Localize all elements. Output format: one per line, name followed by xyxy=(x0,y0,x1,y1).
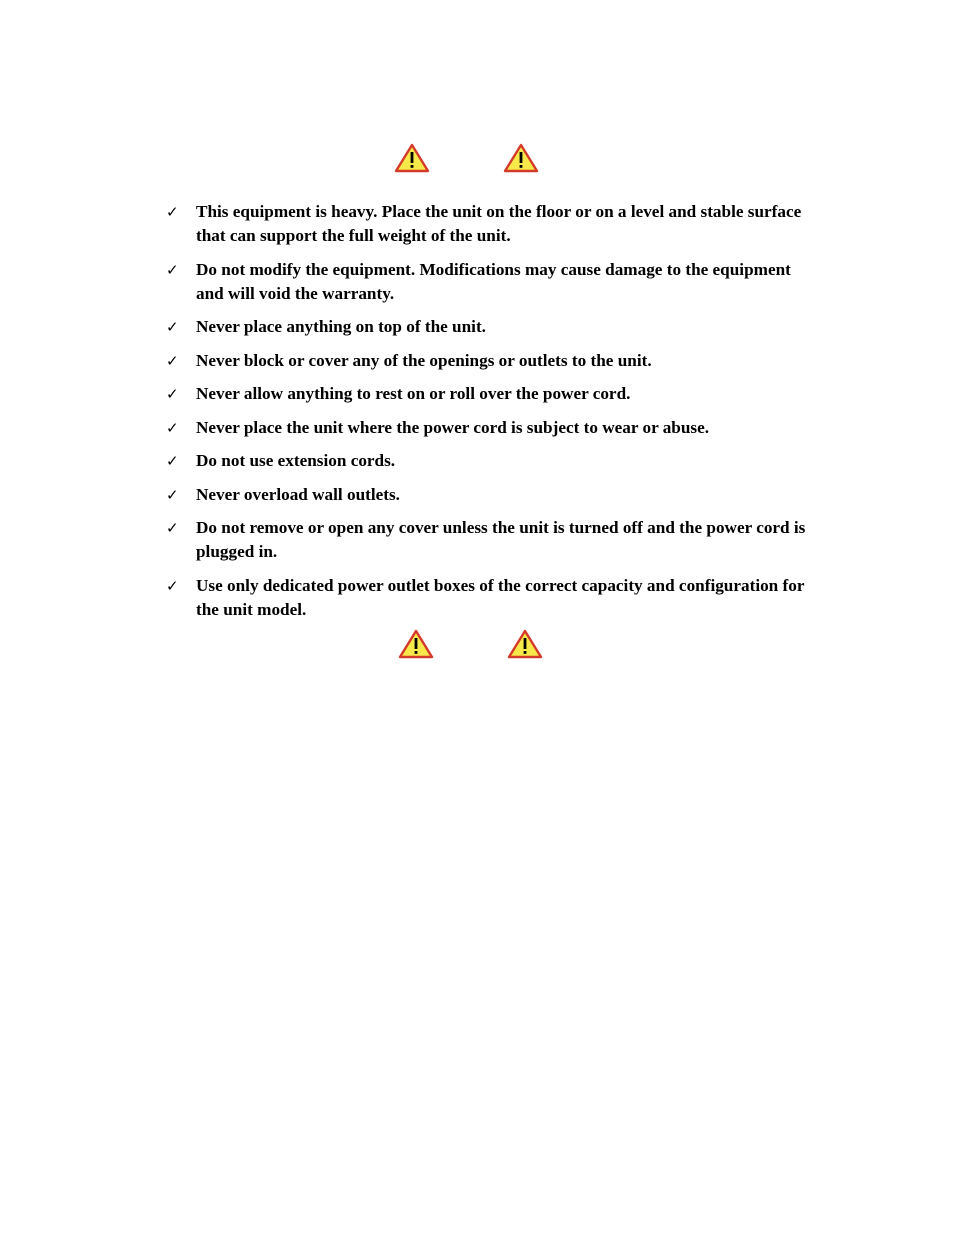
list-item xyxy=(166,516,816,564)
list-item xyxy=(166,416,816,440)
item-text: Never allow anything to rest on or roll over the power cord. xyxy=(196,384,631,403)
list-item xyxy=(166,258,816,306)
check-icon: ✓ xyxy=(166,519,179,537)
check-icon: ✓ xyxy=(166,203,179,221)
warning-triangle-icon xyxy=(503,143,539,173)
item-text: Never place anything on top of the unit. xyxy=(196,317,486,336)
item-text: Do not use extension cords. xyxy=(196,451,396,470)
check-icon: ✓ xyxy=(166,418,179,437)
item-text: Do not modify the equipment. Modifications may cause damage to the equipment and will void the warranty. xyxy=(196,259,791,303)
check-icon: ✓ xyxy=(166,385,179,403)
check-icon: ✓ xyxy=(166,576,179,595)
item-text: This equipment is heavy. Place the unit on the floor or on a level and stable surface that can support the full weight of the unit. xyxy=(196,202,802,245)
list-item xyxy=(166,574,816,622)
check-icon: ✓ xyxy=(166,260,179,279)
list-item xyxy=(166,315,816,339)
check-icon: ✓ xyxy=(166,318,179,336)
item-text: Use only dedicated power outlet boxes of the correct capacity and configuration for the unit model. xyxy=(196,575,805,619)
safety-checklist xyxy=(166,200,816,631)
check-icon: ✓ xyxy=(166,351,179,370)
check-icon: ✓ xyxy=(166,452,179,470)
top-warning-row xyxy=(0,143,954,173)
item-text: Never place the unit where the power cord is subject to wear or abuse. xyxy=(196,417,710,437)
warning-triangle-icon xyxy=(394,143,430,173)
list-item xyxy=(166,449,816,473)
list-item xyxy=(166,483,816,507)
list-item xyxy=(166,382,816,406)
bottom-warning-row xyxy=(0,629,954,659)
warning-triangle-icon xyxy=(507,629,543,659)
list-item xyxy=(166,200,816,248)
item-text: Do not remove or open any cover unless the unit is turned off and the power cord is plugged in. xyxy=(196,518,806,561)
item-text: Never overload wall outlets. xyxy=(196,484,400,504)
warning-triangle-icon xyxy=(398,629,434,659)
list-item xyxy=(166,349,816,373)
item-text: Never block or cover any of the openings or outlets to the unit. xyxy=(196,350,652,370)
check-icon: ✓ xyxy=(166,485,179,504)
